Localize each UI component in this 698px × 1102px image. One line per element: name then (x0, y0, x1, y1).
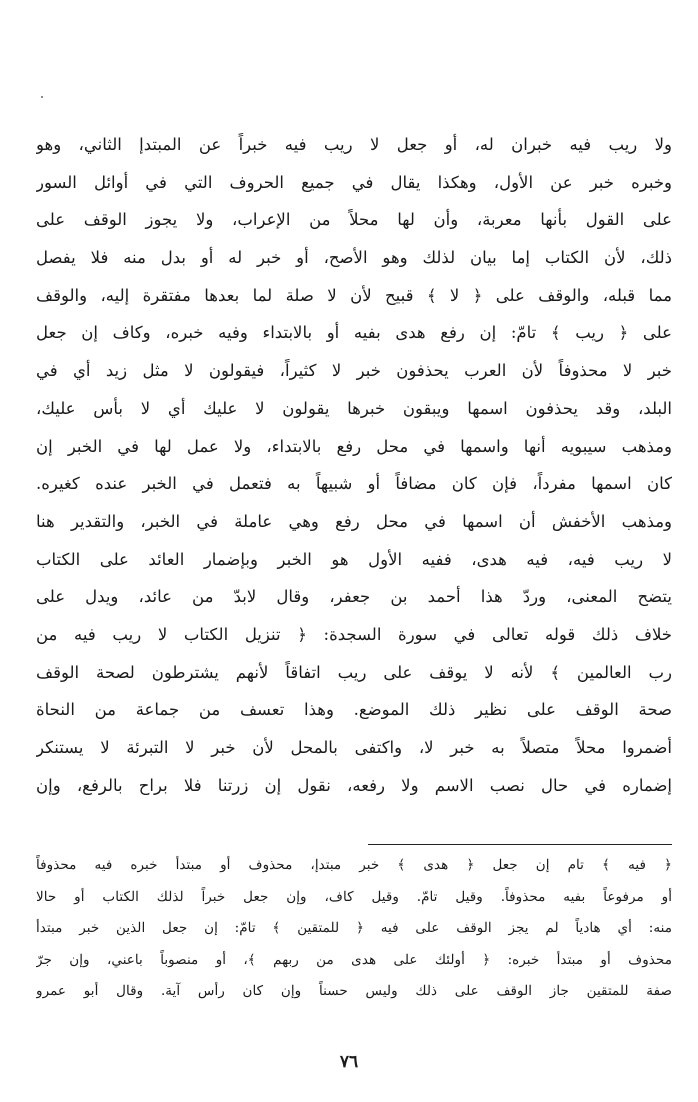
main-text-line: على ﴿ ريب ﴾ تامّ: إن رفع هدى بفيه أو بالابتداء وفيه خبره، وكاف إن جعل (36, 323, 672, 343)
main-text-line: البلد، وقد يحذفون اسمها ويبقون خبرها يقولون لا عليك أي لا بأس عليك، (36, 398, 672, 418)
footnote-line: منه: أي هادياً لم يجز الوقف على فيه ﴿ للمتقين ﴾ تامّ: إن جعل الذين خبر مبتدأ (36, 920, 672, 937)
main-text-line: رب العالمين ﴾ لأنه لا يوقف على ريب اتفاقاً لأنهم يشترطون لصحة الوقف (36, 662, 672, 682)
main-text-line: ذلك، لأن الكتاب إما بيان لذلك وهو الأصح، أو خبر له أو بدل منه فلا يفصل (36, 248, 672, 268)
main-text-line: على القول بأنها معربة، وأن لها محلاً من الإعراب، ولا يجوز الوقف على (36, 210, 672, 230)
footnote-line: ﴿ فيه ﴾ تام إن جعل ﴿ هدى ﴾ خبر مبتدإ، محذوف أو مبتدأ خبره فيه محذوفاً (36, 857, 672, 873)
footnote-line: أو مرفوعاً بفيه محذوفاً. وقيل تامّ. وقيل كاف، وإن جعل خبراً لذلك الكتاب أو حالا (36, 888, 672, 905)
main-text-line: خبر لا محذوفاً لأن العرب يحذفون خبر لا كثيراً، فيقولون لا مثل زيد أي في (36, 361, 672, 381)
main-text-block (36, 126, 672, 804)
footnote-line: صفة للمتقين جاز الوقف على ذلك وليس حسناً وإن كان رأس آية. وقال أبو عمرو (36, 983, 672, 1000)
main-text-line: ولا ريب فيه خبران له، أو جعل لا ريب فيه خبراً عن المبتدإ الثاني، وهو (36, 135, 672, 154)
main-text-line: ومذهب سيبويه أنها واسمها في محل رفع بالابتداء، ولا عمل لها في الخبر إن (36, 436, 672, 456)
footnote-line: محذوف أو مبتدأ خبره: ﴿ أولئك على هدى من ربهم ﴾، أو منصوباً باعني، وإن جرّ (36, 951, 672, 968)
main-text-line: ومذهب الأخفش أن اسمها في محل رفع وهي عاملة في الخبر، والتقدير هنا (36, 511, 672, 531)
main-text-line: أضمروا محلاً متصلاً به خبر لا، واكتفى بالمحل لأن خبر لا التبرئة لا يستنكر (36, 738, 672, 757)
main-text-line: صحة الوقف على نظير ذلك الموضع. وهذا تعسف من جماعة من النحاة (36, 700, 672, 720)
footnote-divider (368, 844, 672, 845)
footnotes-block (36, 850, 672, 1008)
main-text-line: كان اسمها مفرداً، فإن كان مضافاً أو شبيهاً به فتعمل في الخبر عنده كغيره. (36, 474, 672, 494)
main-text-line: إضماره في حال نصب الاسم ولا رفعه، نقول إن زرتنا فلا براح بالرفع، وإن (36, 775, 672, 795)
main-text-line: مما قبله، والوقف على ﴿ لا ﴾ قبيح لأن لا صلة لما بعدها مفتقرة إليه، والوقف (36, 285, 672, 305)
page-speck (41, 96, 43, 98)
main-text-line: يتضح المعنى، وردّ هذا أحمد بن جعفر، وقال لابدّ من عائد، ويدل على (36, 587, 672, 607)
main-text-line: لا ريب فيه، فيه هدى، ففيه الأول هو الخبر وبإضمار العائد على الكتاب (36, 549, 672, 569)
main-text-line: وخبره خبر عن الأول، وهكذا يقال في جميع الحروف التي في أوائل السور (36, 172, 672, 192)
main-text-line: خلاف ذلك قوله تعالى في سورة السجدة: ﴿ تنزيل الكتاب لا ريب فيه من (36, 624, 672, 644)
page-number: ٧٦ (339, 1052, 359, 1072)
